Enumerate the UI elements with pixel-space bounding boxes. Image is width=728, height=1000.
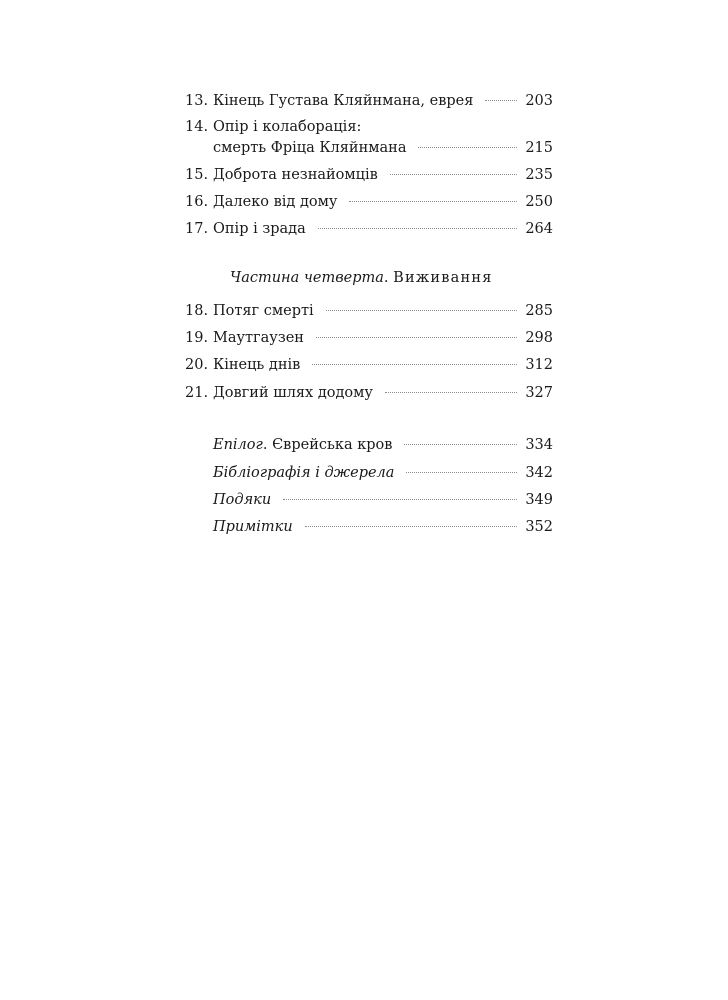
- entry-page: 298: [525, 330, 553, 346]
- toc-entry-14-line1[interactable]: [185, 118, 361, 136]
- entry-number: 21.: [185, 385, 209, 401]
- entry-title: смерть Фріца Кляйнмана: [213, 140, 407, 156]
- entry-number: 13.: [185, 93, 209, 109]
- entry-number: 16.: [185, 194, 209, 210]
- part-title: Виживання: [393, 270, 493, 286]
- entry-title: Потяг смерті: [213, 303, 314, 319]
- entry-title: Довгий шлях додому: [213, 385, 373, 401]
- toc-entry-notes[interactable]: [185, 518, 553, 536]
- part-heading: [230, 269, 493, 287]
- entry-title: Далеко від дому: [213, 194, 338, 210]
- toc-entry-acknowledgements[interactable]: [185, 491, 553, 509]
- part-label: Частина четверта: [230, 270, 384, 286]
- entry-title: Подяки: [213, 492, 272, 508]
- dot-leader: [326, 310, 517, 311]
- entry-number: 14.: [185, 119, 209, 135]
- entry-title: Кінець Густава Кляйнмана, еврея: [213, 93, 474, 109]
- entry-title-line1: Опір і колаборація:: [213, 119, 362, 135]
- dot-leader: [404, 444, 517, 445]
- entry-number: 17.: [185, 221, 209, 237]
- dot-leader: [312, 364, 517, 365]
- entry-title: Опір і зрада: [213, 221, 306, 237]
- toc-entry-18[interactable]: [185, 302, 553, 320]
- entry-page: 215: [525, 140, 553, 156]
- toc-entry-14[interactable]: [185, 139, 553, 157]
- entry-page: 352: [525, 519, 553, 535]
- dot-leader: [406, 472, 517, 473]
- toc-entry-15[interactable]: [185, 166, 553, 184]
- toc-entry-19[interactable]: [185, 329, 553, 347]
- entry-page: 349: [525, 492, 553, 508]
- dot-leader: [305, 526, 517, 527]
- toc-entry-17[interactable]: [185, 220, 553, 238]
- entry-page: 327: [525, 385, 553, 401]
- dot-leader: [418, 147, 517, 148]
- entry-page: 203: [525, 93, 553, 109]
- toc-entry-epilogue[interactable]: [185, 436, 553, 454]
- part-separator: .: [383, 270, 394, 286]
- entry-page: 334: [525, 437, 553, 453]
- entry-page: 312: [525, 357, 553, 373]
- entry-page: 235: [525, 167, 553, 183]
- toc-entry-16[interactable]: [185, 193, 553, 211]
- dot-leader: [283, 499, 517, 500]
- entry-title: Примітки: [213, 519, 293, 535]
- epilogue-subtitle: . Єврейська кров: [262, 437, 393, 453]
- toc-entry-bibliography[interactable]: [185, 464, 553, 482]
- dot-leader: [318, 228, 517, 229]
- entry-title: Кінець днів: [213, 357, 301, 373]
- epilogue-label: Епілог: [213, 437, 263, 453]
- entry-page: 342: [525, 465, 553, 481]
- entry-number: 19.: [185, 330, 209, 346]
- entry-title: Доброта незнайомців: [213, 167, 378, 183]
- entry-title: Бібліографія і джерела: [213, 465, 395, 481]
- dot-leader: [485, 100, 517, 101]
- entry-title: [213, 436, 392, 454]
- entry-page: 285: [525, 303, 553, 319]
- entry-number: 15.: [185, 167, 209, 183]
- entry-number: 20.: [185, 357, 209, 373]
- toc-entry-21[interactable]: [185, 384, 553, 402]
- entry-number: 18.: [185, 303, 209, 319]
- toc-entry-20[interactable]: [185, 356, 553, 374]
- entry-page: 250: [525, 194, 553, 210]
- dot-leader: [316, 337, 517, 338]
- entry-page: 264: [525, 221, 553, 237]
- toc-entry-13[interactable]: [185, 92, 553, 110]
- dot-leader: [349, 201, 517, 202]
- dot-leader: [390, 174, 517, 175]
- dot-leader: [385, 392, 517, 393]
- entry-title: Маутгаузен: [213, 330, 304, 346]
